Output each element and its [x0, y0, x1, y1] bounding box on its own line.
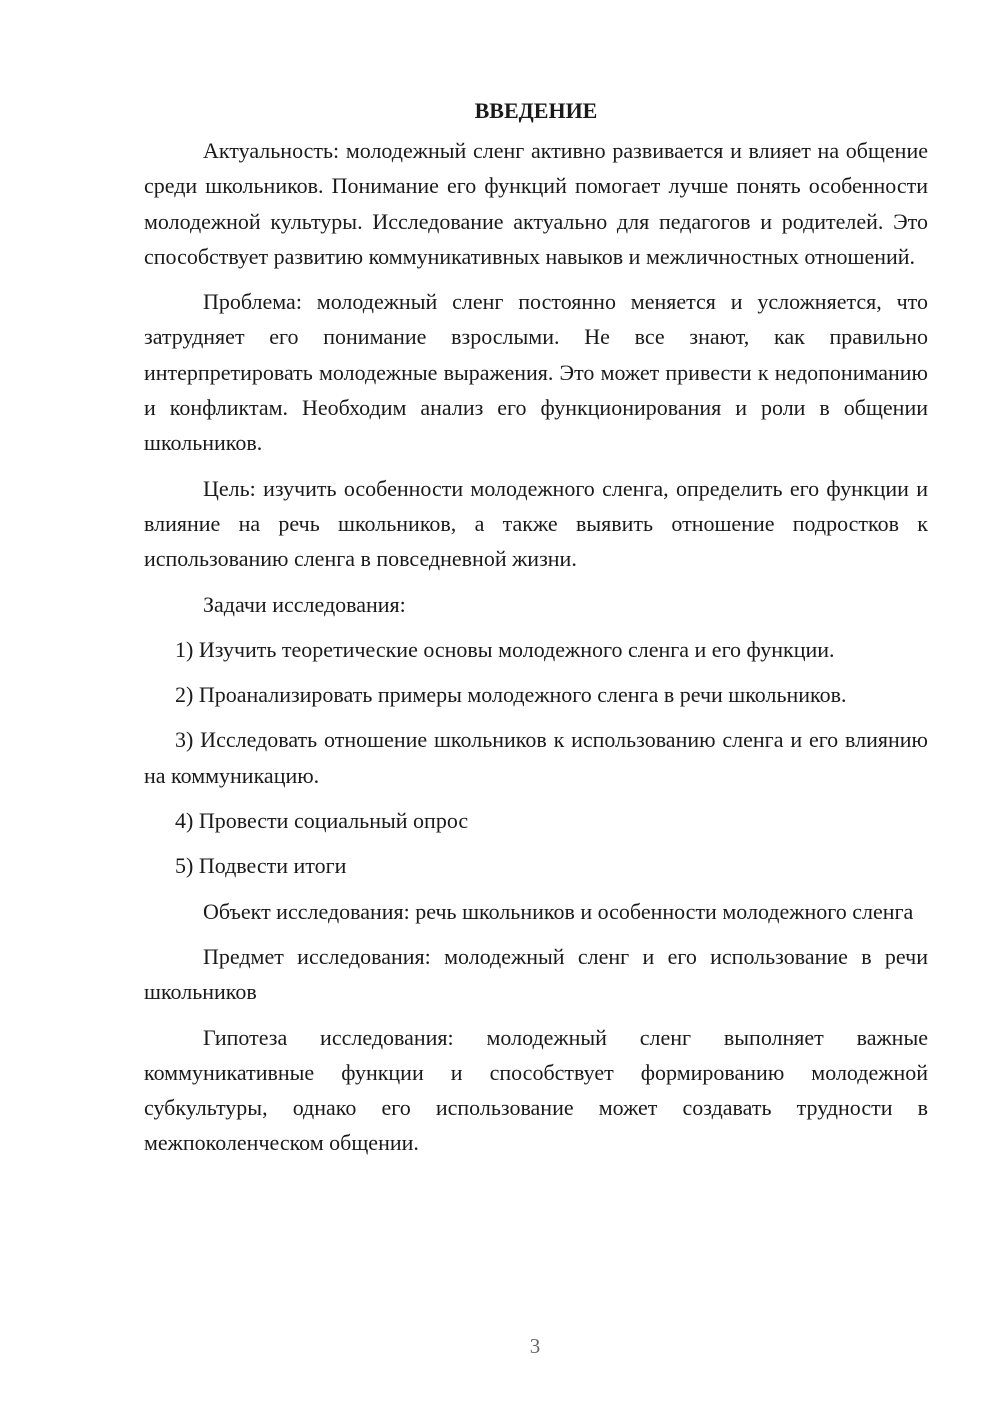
task-item-2: 2) Проанализировать примеры молодежного сленга в речи школьников.: [175, 682, 847, 708]
page-number: 3: [529, 1334, 541, 1358]
document-page: [144, 95, 928, 1171]
task-item-3: 3) Исследовать отношение школьников к использованию сленга и его влиянию на коммуникацию.: [144, 727, 928, 788]
task-item-5: 5) Подвести итоги: [175, 853, 347, 879]
paragraph-tasks-heading: Задачи исследования:: [203, 591, 406, 617]
task-item-4: 4) Провести социальный опрос: [175, 808, 469, 834]
paragraph-subject: Предмет исследования: молодежный сленг и его использование в речи школьников: [144, 943, 928, 1005]
paragraph-goal: Цель: изучить особенности молодежного сленга, определить его функции и влияние на речь школьников, а также выявить отношение подростков к использованию сленга в повседневной жизни.: [144, 475, 928, 572]
paragraph-hypothesis: Гипотеза исследования: молодежный сленг выполняет важные коммуникативные функции и способствует формированию молодежной субкультуры, однако его использование может создавать трудности в межпоколенческом общении.: [144, 1024, 928, 1156]
paragraph-problem: Проблема: молодежный сленг постоянно меняется и усложняется, что затрудняет его понимание взрослыми. Не все знают, как правильно интерпретировать молодежные выражения. Это может привести к недопониманию и конфликтам. Необходим анализ его функционирования и роли в общении школьников.: [144, 289, 928, 456]
paragraph-object: Объект исследования: речь школьников и особенности молодежного сленга: [203, 898, 914, 924]
section-title: ВВЕДЕНИЕ: [474, 98, 598, 123]
paragraph-relevance: Актуальность: молодежный сленг активно развивается и влияет на общение среди школьников. Понимание его функций помогает лучше понять особенности молодежной культуры. Исследование актуально для педагогов и родителей. Это способствует развитию коммуникативных навыков и межличностных отношений.: [144, 138, 928, 269]
task-item-1: 1) Изучить теоретические основы молодежного сленга и его функции.: [175, 636, 835, 662]
